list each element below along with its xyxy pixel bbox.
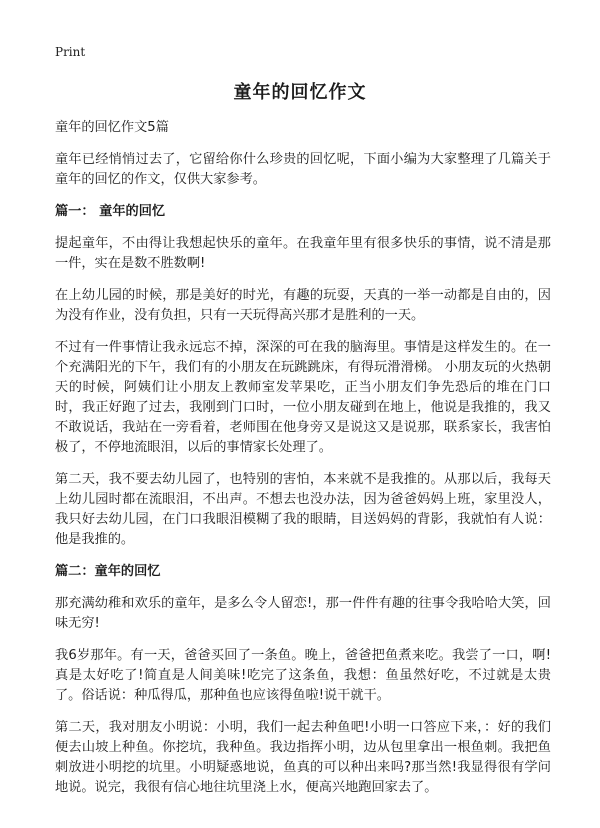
section-heading: 篇二：童年的回忆 bbox=[55, 564, 161, 579]
paragraph: 第二天，我不要去幼儿园了，也特别的害怕，本来就不是我推的。从那以后，我每天上幼儿园时都在流眼泪，不出声。不想去也没办法，因为爸爸妈妈上班，家里没人，我只好去幼儿园，在门口我眼泪模糊了我的眼睛，目送妈妈的背影，我就怕有人说：他是我推的。 bbox=[55, 472, 551, 547]
print-label[interactable]: Print bbox=[55, 45, 86, 59]
paragraph: 我6岁那年。有一天，爸爸买回了一条鱼。晚上，爸爸把鱼煮来吃。我尝了一口，啊!真是太好吃了!简直是人间美味!吃完了这条鱼，我想：鱼虽然好吃，不过就是太贵了。俗话说：种瓜得瓜，那种鱼也应该得鱼啦!说干就干。 bbox=[55, 648, 551, 703]
intro-paragraph: 童年已经悄悄过去了，它留给你什么珍贵的回忆呢，下面小编为大家整理了几篇关于童年的回忆的作文，仅供大家参考。 bbox=[55, 152, 551, 187]
paragraph: 第二天，我对朋友小明说：小明，我们一起去种鱼吧!小明一口答应下来，：好的我们便去山坡上种鱼。你挖坑，我种鱼。我边指挥小明，边从包里拿出一根鱼刺。我把鱼刺放进小明挖的坑里。小明疑惑地说，鱼真的可以种出来吗?那当然!我显得很有学问地说。说完，我很有信心地往坑里浇上水，便高兴地跑回家去了。 bbox=[55, 720, 551, 795]
subtitle: 童年的回忆作文5篇 bbox=[55, 120, 169, 135]
section-heading: 篇一： 童年的回忆 bbox=[55, 204, 166, 219]
document-title: 童年的回忆作文 bbox=[233, 82, 367, 103]
paragraph: 那充满幼稚和欢乐的童年，是多么令人留恋!，那一件件有趣的往事令我哈哈大笑，回味无穷! bbox=[55, 596, 551, 631]
paragraph: 不过有一件事情让我永远忘不掉，深深的可在我的脑海里。事情是这样发生的。在一个充满阳光的下午，我们有的小朋友在玩跳跳床，有得玩滑滑梯。 小朋友玩的火热朝天的时候，阿姨们让小朋友上教师室发苹果吃，正当小朋友们争先恐后的堆在门口时，我正好跑了过去，我刚到门口时，一位小朋友碰到在地上，他说是我推的，我又不敢说话，我站在一旁看着，老师围在他身旁又是说这又是说那，联系家长，我害怕极了，不停地流眼泪，以后的事情家长处理了。 bbox=[55, 340, 551, 455]
document-body bbox=[55, 118, 551, 810]
paragraph: 在上幼儿园的时候，那是美好的时光，有趣的玩耍，天真的一举一动都是自由的，因为没有作业，没有负担，只有一天玩得高兴那才是胜利的一天。 bbox=[55, 288, 551, 323]
paragraph: 提起童年，不由得让我想起快乐的童年。在我童年里有很多快乐的事情，说不清是那一件，实在是数不胜数啊! bbox=[55, 236, 551, 271]
